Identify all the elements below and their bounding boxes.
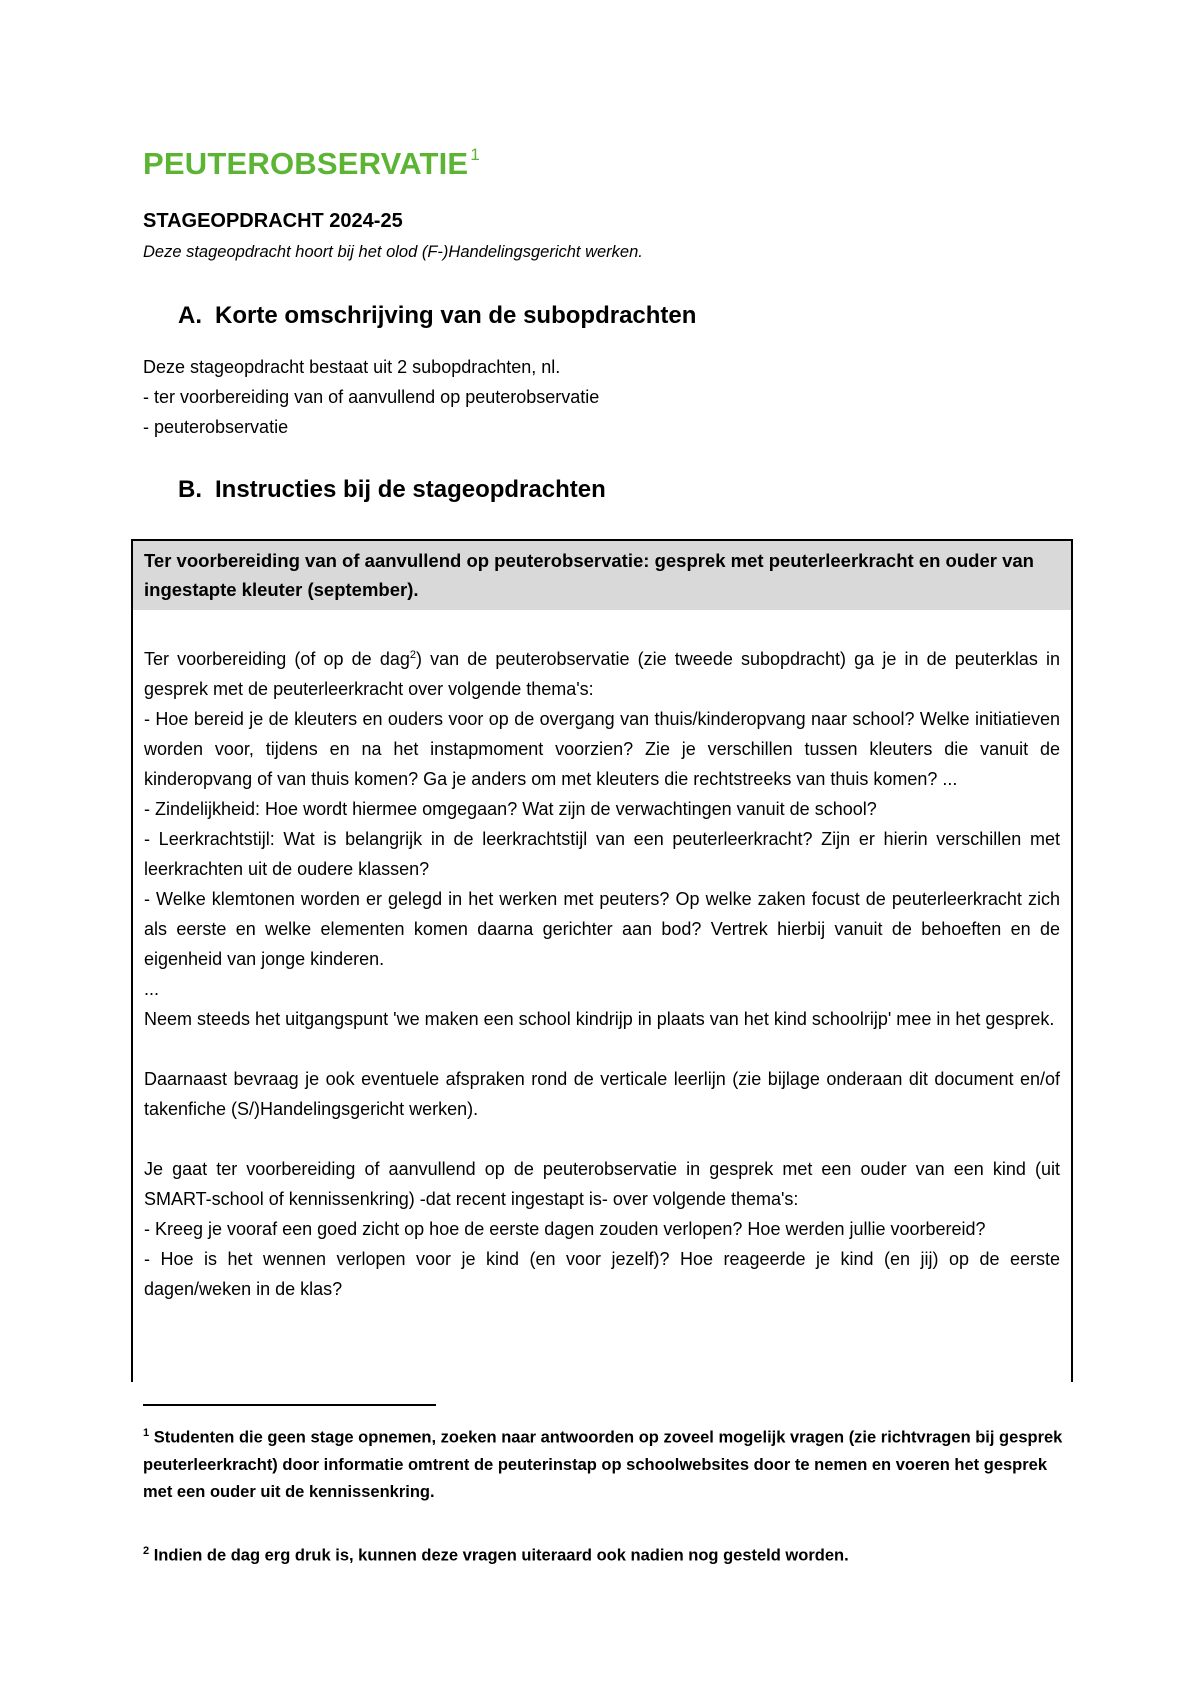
intro-line: - ter voorbereiding van of aanvullend op peuterobservatie xyxy=(143,387,600,407)
ellipsis: ... xyxy=(144,979,160,999)
title-text: PEUTEROBSERVATIE xyxy=(143,146,469,181)
footnote-1 xyxy=(143,1420,1063,1506)
footnote-ref[interactable]: 2 xyxy=(409,649,416,661)
bullet-item: - Welke klemtonen worden er gelegd in het werken met peuters? Op welke zaken focust de peuterleerkracht zich als eerste en welke elementen komen daarna gerichter aan bod? Vertrek hierbij vanuit de behoeften en de eigenheid van jonge kinderen. xyxy=(144,889,1060,969)
section-b-label: Instructies bij de stageopdrachten xyxy=(215,476,606,503)
instruction-box-body xyxy=(133,610,1071,1304)
bullet-item: - Kreeg je vooraf een goed zicht op hoe de eerste dagen zouden verlopen? Hoe werden jullie voorbereid? xyxy=(144,1219,986,1239)
course-note: Deze stageopdracht hoort bij het olod (F-)Handelingsgericht werken. xyxy=(143,243,643,261)
bullet-item: - Hoe is het wennen verlopen voor je kind (en voor jezelf)? Hoe reageerde je kind (en jij) op de eerste dagen/weken in de klas? xyxy=(144,1249,1060,1299)
section-a-label: Korte omschrijving van de subopdrachten xyxy=(215,302,697,329)
assignment-subtitle: STAGEOPDRACHT 2024-25 xyxy=(143,210,403,232)
paragraph: Ter voorbereiding (of op de dag$^2$) van de peuterobservatie (zie tweede subopdracht) ga je in de peuterklas in gesprek met de peuterleerkracht over volgende thema's: xyxy=(144,649,1060,699)
section-a-heading xyxy=(178,302,696,330)
paragraph: Je gaat ter voorbereiding of aanvullend op de peuterobservatie in gesprek met een ouder van een kind (uit SMART-school of kennissenkring) -dat recent ingestapt is- over volgende thema's: xyxy=(144,1159,1060,1209)
footnote-separator xyxy=(143,1404,436,1406)
page-title xyxy=(143,146,480,182)
section-b-letter: B. xyxy=(178,476,202,503)
footnote-number: 1 xyxy=(143,1427,150,1439)
intro-text xyxy=(143,352,1043,442)
bullet-item: - Hoe bereid je de kleuters en ouders voor op de overgang van thuis/kinderopvang naar school? Welke initiatieven worden voor, tijdens en na het instapmoment voorzien? Zie je verschillen tussen kleuters die vanuit de kinderopvang of van thuis komen? Ga je anders om met kleuters die rechtstreeks van thuis komen? ... xyxy=(144,709,1060,789)
footnote-2 xyxy=(143,1538,1063,1570)
instruction-box-header: Ter voorbereiding van of aanvullend op peuterobservatie: gesprek met peuterleerkracht en ouder van ingestapte kleuter (september). xyxy=(133,541,1071,610)
paragraph: Daarnaast bevraag je ook eventuele afspraken rond de verticale leerlijn (zie bijlage onderaan dit document en/of takenfiche (S/)Handelingsgericht werken). xyxy=(144,1069,1060,1119)
paragraph: Neem steeds het uitgangspunt 'we maken een school kindrijp in plaats van het kind schoolrijp' mee in het gesprek. xyxy=(144,1009,1055,1029)
footnote-text: Studenten die geen stage opnemen, zoeken naar antwoorden op zoveel mogelijk vragen (zie richtvragen bij gesprek peuterleerkracht) door informatie omtrent de peuterinstap op schoolwebsites door te nemen en voeren het gesprek met een ouder uit de kennissenkring. xyxy=(143,1428,1063,1501)
intro-line: Deze stageopdracht bestaat uit 2 subopdrachten, nl. xyxy=(143,357,561,377)
title-footnote-ref[interactable]: 1 xyxy=(470,144,480,164)
bullet-item: - Zindelijkheid: Hoe wordt hiermee omgegaan? Wat zijn de verwachtingen vanuit de school? xyxy=(144,799,877,819)
footnote-number: 2 xyxy=(143,1545,150,1557)
section-b-heading xyxy=(178,476,606,504)
intro-line: - peuterobservatie xyxy=(143,417,289,437)
section-a-letter: A. xyxy=(178,302,202,329)
footnote-text: Indien de dag erg druk is, kunnen deze vragen uiteraard ook nadien nog gesteld worden. xyxy=(149,1546,849,1565)
bullet-item: - Leerkrachtstijl: Wat is belangrijk in de leerkrachtstijl van een peuterleerkracht? Zijn er hierin verschillen met leerkrachten uit de oudere klassen? xyxy=(144,829,1060,879)
